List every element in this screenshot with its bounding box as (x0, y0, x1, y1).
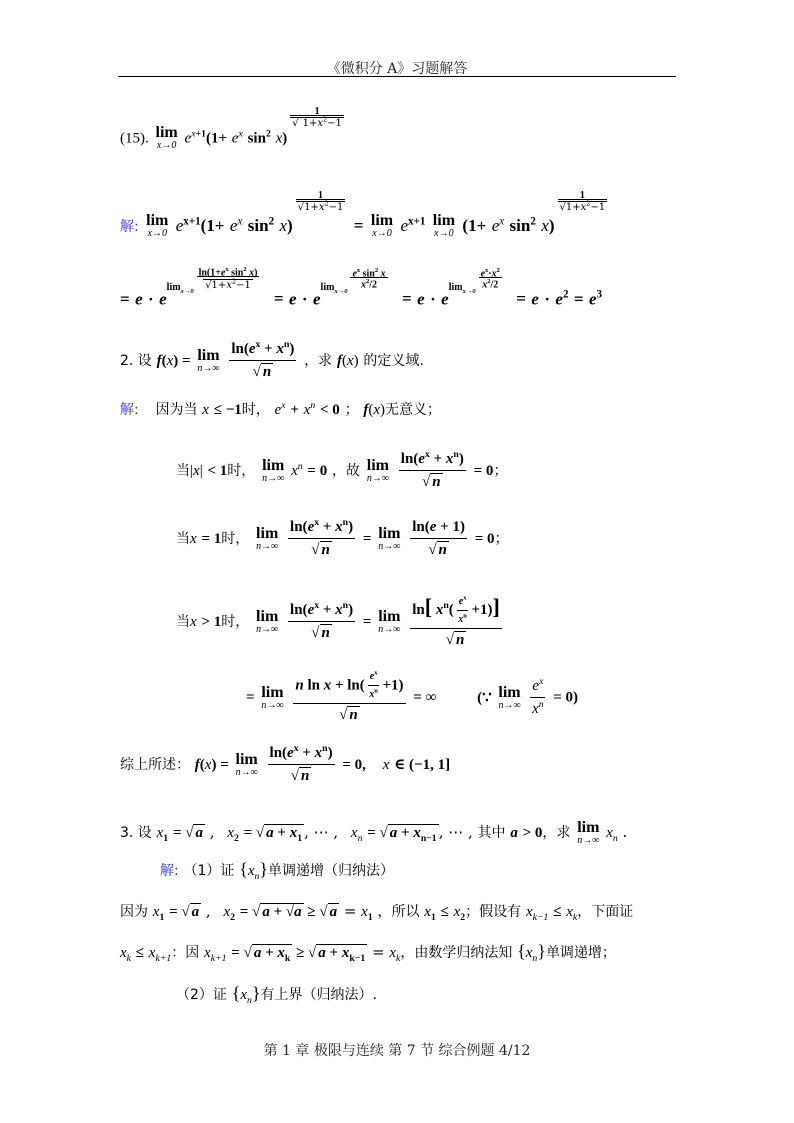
problem-2-task2: 的定义域. (363, 353, 424, 369)
problem-2-label: 2. 设 (120, 353, 152, 369)
problem-3-step-1: 解: （1）证 $\{x_n\}$单调递增（归纳法） (160, 859, 395, 882)
solution-15-line2: = $e \cdot e^{lim_{x\to 0} \frac{\ln(1+e^x \sin^2 x)}{√1+x^2-1}}$ = $e \cdot e^{lim_{x\to 0} \frac{e^x \sin^2 x}{x^2/2}}$ = $e \cdot e^{lim_{x\to 0} \frac{e^x\cdot x^2}{x^2/2}}$ = $e \cdot e^2 = e^3$ (120, 266, 603, 309)
header-rule (118, 76, 676, 77)
problem-3: 3. 设 $x_1$ = √ a , $x_2$ = √ $a + x_1$ , ⋯ , $x_n$ = √ $a + x_{n-1}$ , ⋯ , 其中 a > 0，求 lim n→∞ $x_n$ . (120, 819, 628, 846)
problem-3-para-2: $x_k \le x_{k+1}$：因 $x_{k+1}$ = √ $a + x_k$ ≥ √ $a + x_{k-1} = x_k$，由数学归纳法知 $\{x_n\}$单调递增； (120, 941, 616, 964)
problem-2-case-1: 当|x| < 1时， lim n→∞ $x^n = 0$ ，故 lim n→∞ $\frac{\ln(e^x + x^n)}{√ n}$ = 0； (176, 449, 508, 490)
problem-15: (15). lim x→0 $e^{x+1}(1+ e^x$ $\sin^2 x$) $^{\frac{1}{√ 1+x^2-1}}$ (120, 106, 342, 152)
problem-2-task: ，求 (304, 353, 333, 369)
page-header: 《微积分 A》习题解答 (326, 61, 468, 77)
lim-symbol: lim x→0 (155, 124, 178, 152)
solution-label: 解: (120, 218, 139, 235)
problem-2-case-3-cont: = lim n→∞ n ln x + ln( $\frac{e^x}{x^n}$ +1) √ n = ∞ (∵ lim n→∞ $\frac{e^x}{x^n}$ = 0) (246, 669, 578, 723)
problem-2-summary: 综上所述： f(x) = lim n→∞ $\frac{\ln(e^x + x^n)}{√ n}$ = 0, x ∈ (−1, 1] (120, 743, 451, 784)
problem-2-case-3: 当x > 1时， lim n→∞ $\frac{\ln(e^x + x^n)}{√ n}$ = lim n→∞ ln[ $x^n$( $\frac{e^x}{x^n}$ +1)] √ n (176, 594, 500, 648)
page-footer: 第 1 章 极限与连续 第 7 节 综合例题 4/12 (263, 1043, 531, 1059)
problem-3-para-1: 因为 $x_1$ = √ a , $x_2$ = √ a + √a ≥ √ $a = x_1$ ，所以 $x_1 \le x_2$；假设有 $x_{k-1} \le x_k$，下面证 (120, 902, 634, 923)
problem-2-case-2: 当x = 1时， lim n→∞ $\frac{\ln(e^x + x^n)}{√ n}$ = lim n→∞ $\frac{\ln(e + 1)}{√ n}$ = 0； (176, 517, 509, 558)
problem-2: 2. 设 f(x) = lim n→∞ $\frac{\ln(e^x + x^n)}{√ n}$ ，求 f(x) 的定义域. (120, 339, 424, 380)
solution-15-line1: 解: lim x→0 $e^{x+1}(1+ e^x$ $\sin^2 x$) $^{\frac{1}{√1+x^2-1}}$ = lim x→0 $e^{x+1}$ lim x→0 ($1+ e^x$ $\sin^2 x$) $^{\frac{1}{√1+x^2-1}}$ (120, 190, 606, 240)
problem-3-step-2: （2）证 $\{x_n\}$有上界（归纳法）. (176, 983, 377, 1006)
problem-15-label: (15). (120, 130, 149, 147)
solution-label-2: 解: (120, 402, 139, 418)
problem-2-solution-line1: 解: 因为当 x ≤ −1时， $e^x + x^n < 0$ ； f(x)无意义； (120, 400, 442, 418)
